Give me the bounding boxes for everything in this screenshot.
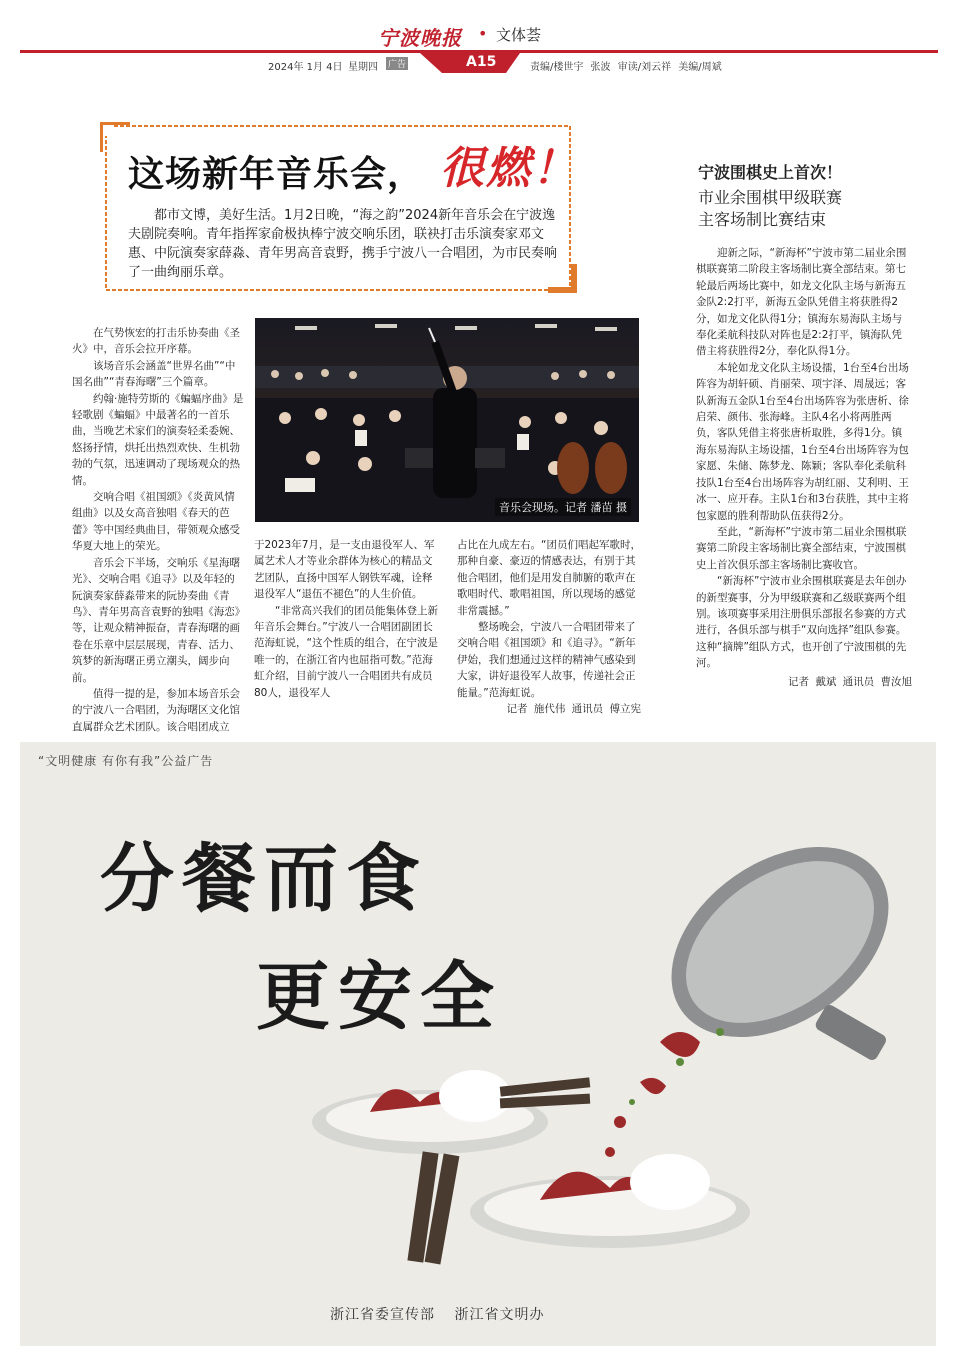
article-column-middle [254,537,438,701]
lead-paragraph: 都市文博，美好生活。1月2日晚，“海之韵”2024新年音乐会在宁波逸夫剧院奏响。青年指挥家俞极执棒宁波交响乐团，联袂打击乐演奏家邓文惠、中阮演奏家薛淼、青年男高音袁野，携手宁波八一合唱团，为市民奏响了一曲绚丽乐章。 [128,208,558,280]
article-paragraph: 交响合唱《祖国颂》《炎黄风情组曲》以及女高音独唱《春天的芭蕾》等中国经典曲目，带领观众感受华夏大地上的荣光。 [72,491,240,553]
orchestra-illustration [255,318,639,522]
article-paragraph: 在气势恢宏的打击乐协奏曲《圣火》中，音乐会拉开序幕。 [72,327,240,356]
lead-box [100,122,578,294]
go-byline: 记者 戴斌 通讯员 曹汝旭 [787,675,912,688]
article-paragraph: 音乐会下半场，交响乐《星海曙光》、交响合唱《追寻》以及年轻的阮演奏家薛淼带来的阮协奏曲《青鸟》、青年男高音袁野的独唱《海恋》等，让观众精神振奋，青春海曙的画卷在乐章中层层展现，青春、活力、筑梦的新海曙正勇立潮头，阔步向前。 [72,556,240,684]
article-column-left [72,325,244,735]
article-byline: 记者 施代伟 通讯员 傅立宪 [506,703,641,716]
ad-slogan-line2: 更安全 [256,954,502,1040]
go-subheadline-1: 市业余围棋甲级联赛 [698,188,843,207]
go-paragraph: 迎新之际，“新海杯”宁波市第二届业余围棋联赛第二阶段主客场制比赛全部结束。第七轮最后两场比赛中，如龙文化队主场与新海五金队2:2打平，新海五金队凭借主将获胜得2分，如龙文化队得1分；镇海东易海队主场与奉化柔航科技队对阵也是2:2打平，镇海队凭借主将获胜得2分，奉化队得1分。 [696,247,907,358]
ad-slogan-line1: 分餐而食 [100,836,428,922]
go-headline: 宁波围棋史上首次！ [698,163,843,182]
headline-emphasis: 很燃！ [440,143,578,194]
article-column-right [457,537,641,717]
go-paragraph: 至此，“新海杯”宁波市第二届业余围棋联赛第二阶段主客场制比赛全部结束，宁波围棋史上首次俱乐部主客场制比赛收官。 [696,525,907,571]
article-paragraph: 值得一提的是，参加本场音乐会的宁波八一合唱团，为海曙区文化馆直属群众艺术团队。该合唱团成立 [72,687,240,733]
newspaper-logo: 宁波晚报 [378,26,462,50]
article-paragraph: 约翰·施特劳斯的《蝙蝠序曲》是轻歌剧《蝙蝠》中最著名的一首乐曲，当晚艺术家们的演奏轻柔委婉、悠扬抒情，烘托出热烈欢快、生机勃勃的气氛，迅速调动了现场观众的热情。 [72,392,244,487]
article-paragraph: 该场音乐会涵盖“世界名曲”“中国名曲”“青春海曙”三个篇章。 [72,359,236,389]
page-number: A15 [466,54,497,70]
ad-tagline: “文明健康 有你有我”公益广告 [38,754,214,768]
issue-weekday: 星期四 [348,62,378,73]
masthead [0,0,956,75]
editor-credits: 责编/楼世宇 张波 审读/刘云祥 美编/周斌 [530,62,722,73]
article-paragraph: 于2023年7月，是一支由退役军人、军属艺术人才等业余群体为核心的精品文艺团队，直扬中国军人钢铁军魂，诠释退役军人“退伍不褪色”的人生价值。 [254,539,435,601]
concert-photo [255,318,639,522]
photo-caption: 音乐会现场。记者 潘苗 摄 [495,498,631,516]
go-article-header [698,160,918,231]
masthead-dot: • [478,24,488,43]
article-paragraph: 占比在九成左右。“团员们唱起军歌时，那种自豪、豪迈的情感表达，有别于其他合唱团，他们是用发自肺腑的歌声在歌唱时代、歌唱祖国，所以现场的感觉非常震撼。” [457,539,641,617]
article-paragraph: “非常高兴我们的团员能集体登上新年音乐会舞台。”宁波八一合唱团副团长范海虹说，“这个性质的组合，在宁波是唯一的，在浙江省内也屈指可数。”范海虹介绍，目前宁波八一合唱团共有成员80人，退役军人 [254,604,438,699]
issue-date: 2024年 1月 4日 [268,62,343,73]
go-subheadline-2: 主客场制比赛结束 [698,210,827,229]
article-paragraph: 整场晚会，宁波八一合唱团带来了交响合唱《祖国颂》和《追寻》。“新年伊始，我们想通过这样的精神气感染到大家，讲好退役军人故事，传递社会正能量。”范海虹说。 [457,621,636,699]
go-paragraph: “新海杯”宁波市业余围棋联赛是去年创办的新型赛事，分为甲级联赛和乙级联赛两个组别。该项赛事采用注册俱乐部报名参赛的方式进行，各俱乐部与棋手“双向选择”组队参赛。这种“摘牌”组队方式，也开创了宁波围棋的先河。 [696,575,907,670]
public-service-ad [20,742,936,1346]
go-article-body [696,245,912,690]
headline: 这场新年音乐会， [128,154,425,195]
ad-tag-badge: 广告 [386,57,408,70]
ad-sponsors: 浙江省委宣传部 浙江省文明办 [330,1307,545,1323]
section-name: 文体荟 [496,26,542,44]
go-paragraph: 本轮如龙文化队主场设擂，1台至4台出场阵容为胡轩硕、肖丽荣、项宇泽、周晟远；客队新海五金队1台至4台出场阵容为张唐析、徐启荣、颜伟、张海峰。主队4名小将两胜两负，客队凭借主将张唐析取胜，多得1分。镇海东易海队主场设擂，1台至4台出场阵容为包家愿、朱储、陈梦龙、陈颖；客队奉化柔航科技队1台至4台出场阵容为胡红丽、艾利明、王冰一、应开春。主队1台和3台获胜，其中主将包家愿的胜利帮助队伍获得2分。 [696,361,909,522]
